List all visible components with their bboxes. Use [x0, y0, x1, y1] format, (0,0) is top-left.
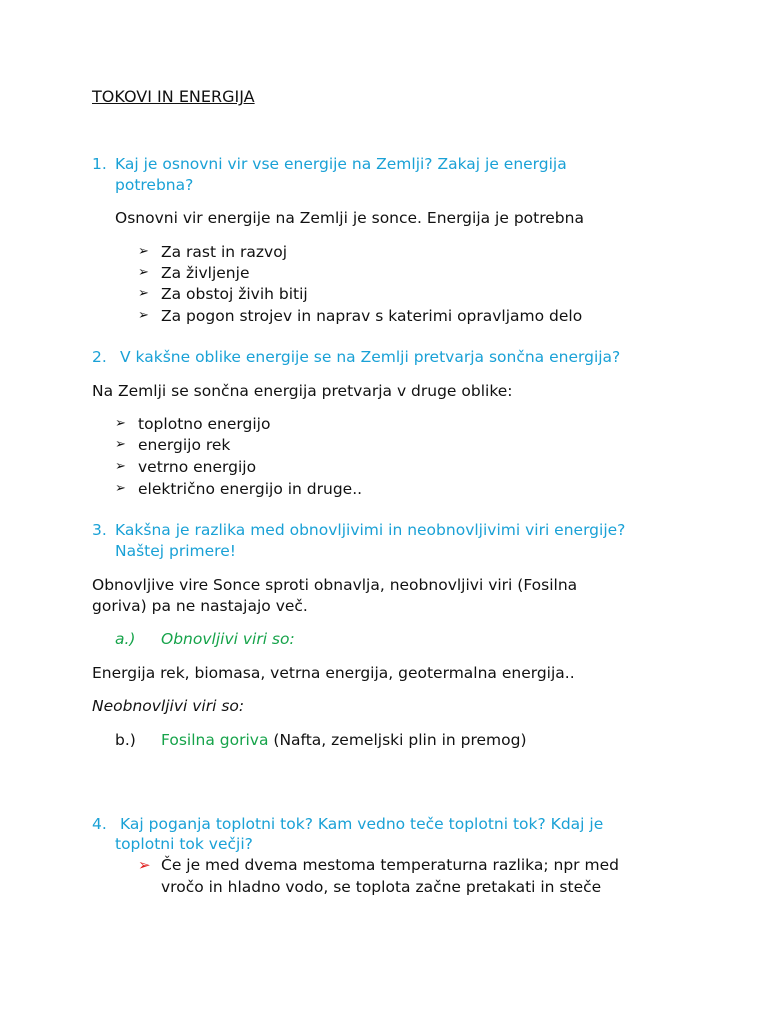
answer-4-line2: vročo in hladno vodo, se toplota začne pretakati in steče [161, 878, 602, 896]
nonrenewables-heading: Neobnovljivi viri so: [92, 697, 245, 715]
fossil-fuels-examples: (Nafta, zemeljski plin in premog) [273, 731, 527, 749]
red-arrowhead-bullet-icon: ➢ [138, 856, 151, 874]
arrowhead-bullet-icon: ➢ [138, 265, 149, 280]
question-4-line1: Kaj poganja toplotni tok? Kam vedno teče toplotni tok? Kdaj je [120, 815, 604, 833]
fossil-fuels-label: Fosilna goriva [161, 731, 269, 749]
list-item: Za obstoj živih bitij [161, 285, 308, 303]
arrowhead-bullet-icon: ➢ [138, 244, 149, 259]
fossil-fuels-item [161, 731, 527, 749]
arrowhead-bullet-icon: ➢ [138, 308, 149, 323]
list-item: Za pogon strojev in naprav s katerimi opravljamo delo [161, 307, 583, 325]
list-item: toplotno energijo [138, 415, 271, 433]
list-item: energijo rek [138, 436, 231, 454]
answer-3-line1: Obnovljive vire Sonce sproti obnavlja, neobnovljivi viri (Fosilna [92, 576, 578, 594]
list-item: vetrno energijo [138, 458, 257, 476]
list-item: Za rast in razvoj [161, 243, 288, 261]
question-1-line1: Kaj je osnovni vir vse energije na Zemlji? Zakaj je energija [115, 155, 567, 173]
renewables-heading: Obnovljivi viri so: [161, 630, 295, 648]
answer-3-line2: goriva) pa ne nastajajo več. [92, 597, 308, 615]
question-4-number: 4. [92, 815, 107, 833]
question-2-number: 2. [92, 348, 107, 366]
answer-2: Na Zemlji se sončna energija pretvarja v druge oblike: [92, 382, 513, 400]
arrowhead-bullet-icon: ➢ [115, 481, 126, 496]
list-item: Za življenje [161, 264, 250, 282]
answer-1: Osnovni vir energije na Zemlji je sonce. Energija je potrebna [115, 209, 584, 227]
list-label-b: b.) [115, 731, 136, 749]
question-4-line2: toplotni tok večji? [115, 835, 253, 853]
arrowhead-bullet-icon: ➢ [138, 286, 149, 301]
list-item: električno energijo in druge.. [138, 480, 363, 498]
question-3-line1: Kakšna je razlika med obnovljivimi in neobnovljivimi viri energije? [115, 521, 626, 539]
question-2-line1: V kakšne oblike energije se na Zemlji pretvarja sončna energija? [120, 348, 621, 366]
document-title: TOKOVI IN ENERGIJA [92, 87, 255, 106]
arrowhead-bullet-icon: ➢ [115, 459, 126, 474]
question-1-line2: potrebna? [115, 176, 194, 194]
list-label-a: a.) [115, 630, 136, 648]
arrowhead-bullet-icon: ➢ [115, 437, 126, 452]
arrowhead-bullet-icon: ➢ [115, 416, 126, 431]
answer-4-line1: Če je med dvema mestoma temperaturna razlika; npr med [161, 856, 619, 874]
question-1-number: 1. [92, 155, 107, 173]
question-3-number: 3. [92, 521, 107, 539]
question-3-line2: Naštej primere! [115, 542, 236, 560]
renewables-list: Energija rek, biomasa, vetrna energija, geotermalna energija.. [92, 664, 575, 682]
